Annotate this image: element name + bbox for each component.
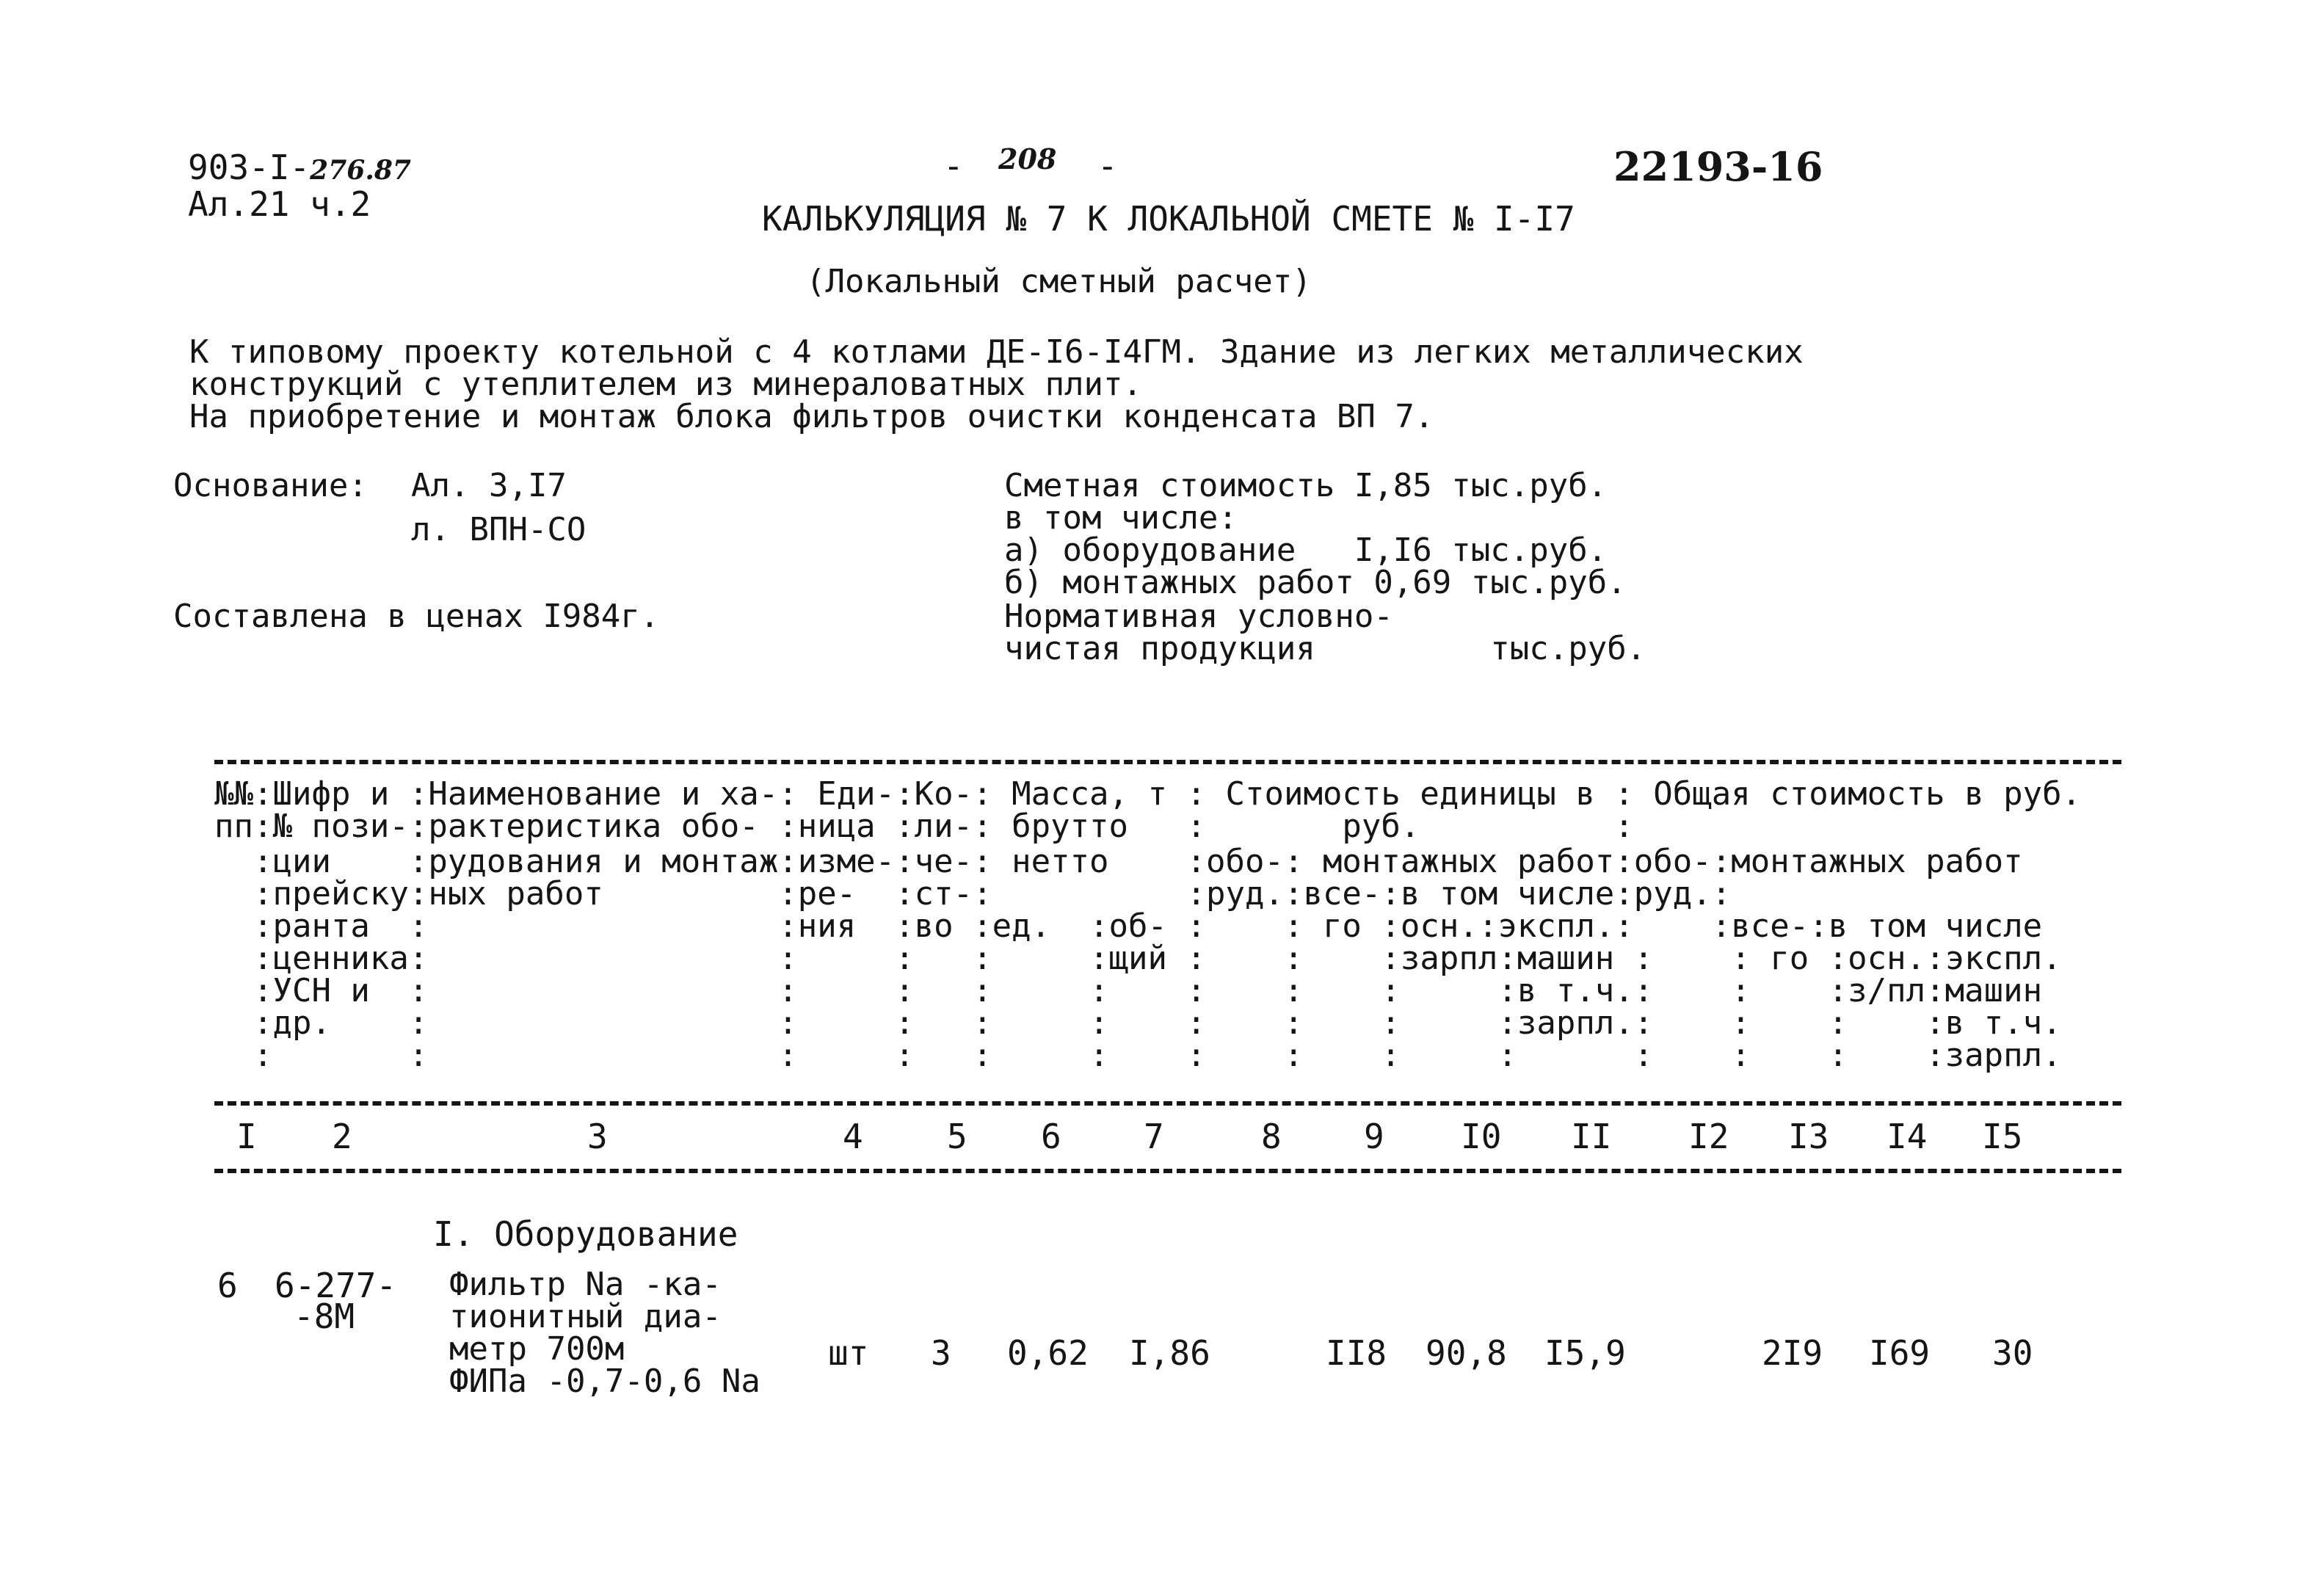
col-num-8: 8: [1261, 1117, 1282, 1156]
row-total-base-wage: I69: [1869, 1333, 1931, 1373]
doc-code: [188, 148, 411, 187]
table-header-line-3: :ции :рудования и монтаж:изме-:че-: нетто :обо-: монтажных работ:обо-:монтажных работ: [214, 843, 2023, 880]
page-dash-right: -: [1097, 146, 1118, 186]
cost-summary-2: в том числе:: [1004, 499, 1238, 537]
table-header-line-9: : : : : : : : : : : : : : :зарпл.: [214, 1037, 2062, 1074]
basis-line-1: Ал. 3,I7: [411, 467, 567, 504]
row-mass-total: I,86: [1129, 1333, 1210, 1373]
cost-summary-3: а) оборудование I,I6 тыс.руб.: [1004, 532, 1608, 569]
doc-code-handwritten: 276.87: [310, 155, 411, 186]
col-num-3: 3: [587, 1117, 608, 1156]
intro-line-1: К типовому проекту котельной с 4 котлами ДЕ-I6-I4ГМ. Здание из легких металлических: [189, 333, 1804, 371]
cost-summary-1: Сметная стоимость I,85 тыс.руб.: [1004, 467, 1608, 504]
col-num-4: 4: [843, 1117, 863, 1156]
sheet-number: 22193-16: [1613, 143, 1823, 190]
row-mass-unit: 0,62: [1007, 1333, 1089, 1373]
col-num-7: 7: [1144, 1117, 1164, 1156]
row-number: 6: [217, 1266, 238, 1305]
col-num-12: I2: [1688, 1117, 1729, 1156]
row-total-install: 2I9: [1762, 1333, 1823, 1373]
table-header-line-8: :др. : : : : : : : : :зарпл.: : : :в т.ч.: [214, 1004, 2062, 1042]
row-unit-machines: I5,9: [1544, 1333, 1626, 1373]
col-num-10: I0: [1461, 1117, 1502, 1156]
cost-summary-6: чистая продукция тыс.руб.: [1004, 630, 1646, 667]
page-number: 208: [998, 142, 1057, 175]
section-title: I. Оборудование: [433, 1214, 738, 1254]
page-dash-left: -: [943, 146, 964, 186]
prices-note: Составлена в ценах I984г.: [173, 598, 660, 635]
basis-line-2: л. ВПН-СО: [411, 511, 587, 548]
row-name-3: метр 700м: [449, 1330, 625, 1368]
col-num-15: I5: [1982, 1117, 2023, 1156]
table-top-rule: [214, 760, 2121, 764]
intro-line-2: конструкций с утеплителем из минераловатных плит.: [189, 366, 1143, 403]
page-title: КАЛЬКУЛЯЦИЯ № 7 К ЛОКАЛЬНОЙ СМЕТЕ № I-I7: [762, 199, 1575, 239]
col-num-9: 9: [1364, 1117, 1384, 1156]
col-num-13: I3: [1788, 1117, 1829, 1156]
row-unit-install-total: II8: [1326, 1333, 1387, 1373]
doc-code-printed: 903-I-: [188, 148, 311, 187]
table-header-line-5: :ранта : :ния :во :ед. :об- : : го :осн.:экспл.: :все-:в том числе: [214, 907, 2043, 945]
row-qty: 3: [931, 1333, 951, 1373]
col-num-1: I: [236, 1117, 257, 1156]
row-code-2: -8М: [294, 1296, 355, 1336]
row-name-1: Фильтр Na -ка-: [449, 1266, 722, 1303]
row-unit-base-wage: 90,8: [1426, 1333, 1507, 1373]
row-total-machines: 30: [1992, 1333, 2033, 1373]
col-num-2: 2: [332, 1117, 352, 1156]
album-number: Ал.21 ч.2: [188, 184, 371, 224]
cost-summary-4: б) монтажных работ 0,69 тыс.руб.: [1004, 564, 1627, 601]
table-mid-rule: [214, 1101, 2121, 1106]
row-name-4: ФИПа -0,7-0,6 Na: [449, 1363, 760, 1400]
col-num-14: I4: [1887, 1117, 1928, 1156]
page-subtitle: (Локальный сметный расчет): [806, 263, 1312, 300]
table-header-line-6: :ценника: : : : :щий : : :зарпл:машин : : го :осн.:экспл.: [214, 940, 2062, 977]
row-code-1: 6-277-: [275, 1266, 397, 1305]
table-header-line-7: :УСН и : : : : : : : : :в т.ч.: : :з/пл:машин: [214, 972, 2043, 1009]
basis-label: Основание:: [173, 467, 368, 504]
col-num-5: 5: [947, 1117, 967, 1156]
table-header-line-2: пп:№ пози-:рактеристика обо- :ница :ли-: брутто : руб. :: [214, 808, 1634, 845]
row-name-2: тионитный диа-: [449, 1298, 722, 1335]
table-bottom-rule: [214, 1169, 2121, 1173]
intro-line-3: На приобретение и монтаж блока фильтров очистки конденсата ВП 7.: [189, 398, 1434, 435]
row-unit: шт: [828, 1333, 869, 1373]
table-header-line-4: :прейску:ных работ :ре- :ст-: :руд.:все-:в том числе:руд.:: [214, 875, 1732, 913]
table-header-line-1: №№:Шифр и :Наименование и ха-: Еди-:Ко-: Масса, т : Стоимость единицы в : Общая стоимость в руб.: [214, 775, 2082, 813]
col-num-6: 6: [1041, 1117, 1061, 1156]
col-num-11: II: [1571, 1117, 1612, 1156]
cost-summary-5: Нормативная условно-: [1004, 598, 1393, 635]
